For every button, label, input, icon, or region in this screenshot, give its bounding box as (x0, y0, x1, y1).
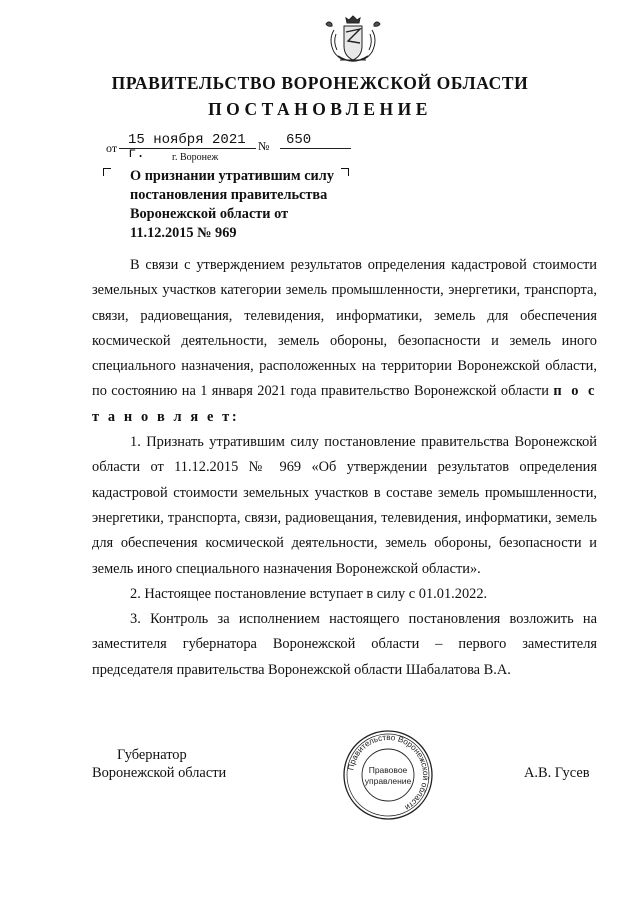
item-3: 3. Контроль за исполнением настоящего постановления возложить на заместителя губернатора Воронежской области – первого заместителя председателя правительства Воронежской области Шабалатова В.А. (92, 611, 597, 678)
signer-region: Воронежской области (92, 765, 227, 781)
stamp-ring-text: Правительство Воронежской области (346, 732, 431, 813)
subject-corner-right (341, 168, 349, 176)
document-type: ПОСТАНОВЛЕНИЕ (208, 99, 432, 119)
item-1: 1. Признать утратившим силу постановление правительства Воронежской области от 11.12.2015 № 969 «Об утверждении результатов определения кадастровой стоимости земельных участков в составе земель промышленности, энергетики, транспорта, связи, радиовещания, телевидения, информатики, земель для обеспечения космической деятельности, земель обороны, безопасности и земель иного специального назначения Воронежской области». (92, 434, 597, 577)
signer-position: Губернатор (117, 747, 187, 763)
preamble-text: В связи с утверждением результатов определения кадастровой стоимости земельных участков категории земель промышленности, энергетики, транспорта, связи, радиовещания, телевидения, информатики, земель для обеспечения космической деятельности, земель обороны, безопасности и земель иного специального назначения, расположенных на территории Воронежской области, по состоянию на 1 января 2021 года правительство Воронежской области (92, 257, 597, 400)
decree-word: п о с т а н о в л я е т: (92, 383, 597, 425)
stamp-center-line-2: управление (364, 776, 412, 786)
document-number: 650 (280, 133, 351, 149)
legal-department-stamp (342, 729, 434, 821)
date-prefix: от (106, 141, 118, 155)
stamp-center-line-1: Правовое (368, 765, 408, 775)
document-city: г. Воронеж (172, 152, 219, 163)
subject-corner-left (103, 168, 111, 176)
government-title: ПРАВИТЕЛЬСТВО ВОРОНЕЖСКОЙ ОБЛАСТИ (111, 73, 529, 93)
document-date: 15 ноября 2021 г. (119, 133, 256, 149)
item-2: 2. Настоящее постановление вступает в силу с 01.01.2022. (130, 585, 488, 602)
document-body (92, 253, 597, 683)
number-prefix: № (258, 139, 270, 153)
coat-of-arms-icon (322, 12, 384, 72)
signer-name: А.В. Гусев (524, 765, 590, 781)
document-subject: О признании утратившим силу постановления правительства Воронежской области от 11.12.2015 № 969 (130, 168, 334, 241)
preamble-paragraph (92, 253, 597, 430)
